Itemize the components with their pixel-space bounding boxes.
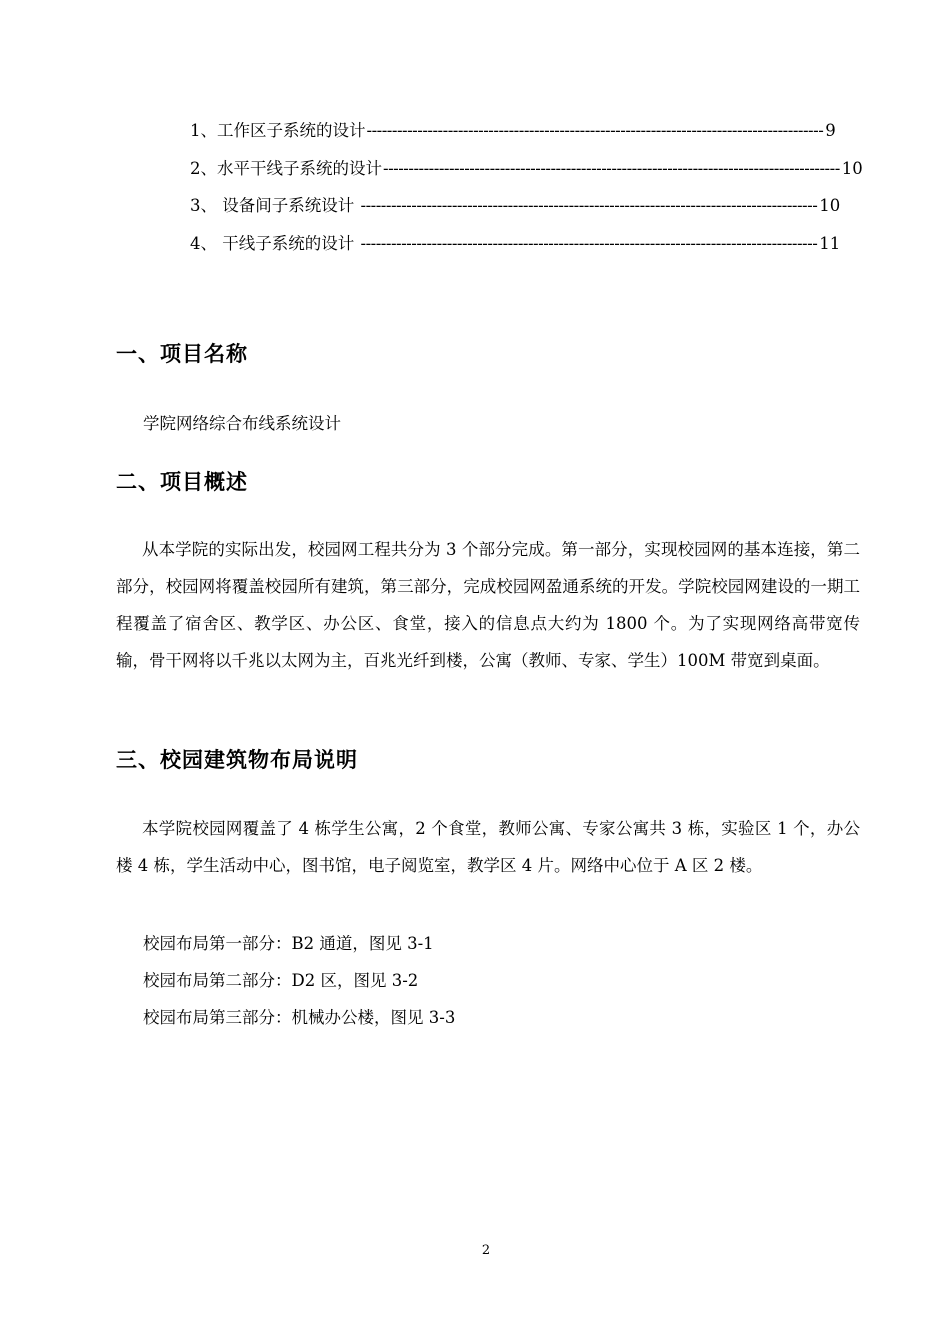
toc-entry[interactable] <box>190 155 863 193</box>
toc-entry[interactable] <box>190 192 841 230</box>
toc-title: 干线子系统的设计 <box>217 233 360 253</box>
page-number: 2 <box>481 1243 491 1258</box>
layout-item: 校园布局第二部分：D2 区，图见 3-2 <box>143 971 419 990</box>
toc-title: 工作区子系统的设计 <box>217 121 366 140</box>
toc-page: 10 <box>841 158 863 178</box>
toc-number: 3、 <box>190 196 217 215</box>
toc-title: 水平干线子系统的设计 <box>217 158 382 178</box>
toc-page: 10 <box>819 196 841 215</box>
toc-leader: ------------------------------------------------------------------------------------------ <box>383 158 840 178</box>
toc-number: 4、 <box>190 233 217 253</box>
toc-page: 9 <box>825 121 836 140</box>
toc-number: 2、 <box>190 158 217 178</box>
toc-entry[interactable] <box>190 117 836 155</box>
toc-title: 设备间子系统设计 <box>217 196 360 215</box>
toc-entry[interactable] <box>190 230 841 268</box>
section-1-text: 学院网络综合布线系统设计 <box>143 414 341 433</box>
toc-leader: ------------------------------------------------------------------------------------------ <box>366 121 824 140</box>
toc-leader: ------------------------------------------------------------------------------------------ <box>360 233 818 253</box>
section-2-paragraph: 从本学院的实际出发，校园网工程共分为 3 个部分完成。第一部分，实现校园网的基本连接，第二部分，校园网将覆盖校园所有建筑，第三部分，完成校园网盈通系统的开发。学院校园网建设的一期工程覆盖了宿舍区、教学区、办公区、食堂，接入的信息点大约为 1800 个。为了实现网络高带宽传输，骨干网将以千兆以太网为主，百兆光纤到楼，公寓（教师、专家、学生）100M 带宽到桌面。 <box>116 540 860 670</box>
table-of-contents <box>190 117 863 267</box>
section-2-heading: 二、项目概述 <box>116 470 248 494</box>
section-3-paragraph: 本学院校园网覆盖了 4 栋学生公寓，2 个食堂，教师公寓、专家公寓共 3 栋，实验区 1 个，办公楼 4 栋，学生活动中心，图书馆，电子阅览室，教学区 4 片。网络中心位于 A 区 2 楼。 <box>116 819 860 875</box>
toc-leader: ------------------------------------------------------------------------------------------ <box>360 196 818 215</box>
layout-item: 校园布局第三部分：机械办公楼，图见 3-3 <box>143 1008 456 1027</box>
toc-number: 1、 <box>190 121 217 140</box>
toc-page: 11 <box>819 233 841 253</box>
section-1-heading: 一、项目名称 <box>116 342 248 366</box>
layout-item: 校园布局第一部分：B2 通道，图见 3-1 <box>143 934 434 953</box>
section-3-heading: 三、校园建筑物布局说明 <box>116 748 358 772</box>
